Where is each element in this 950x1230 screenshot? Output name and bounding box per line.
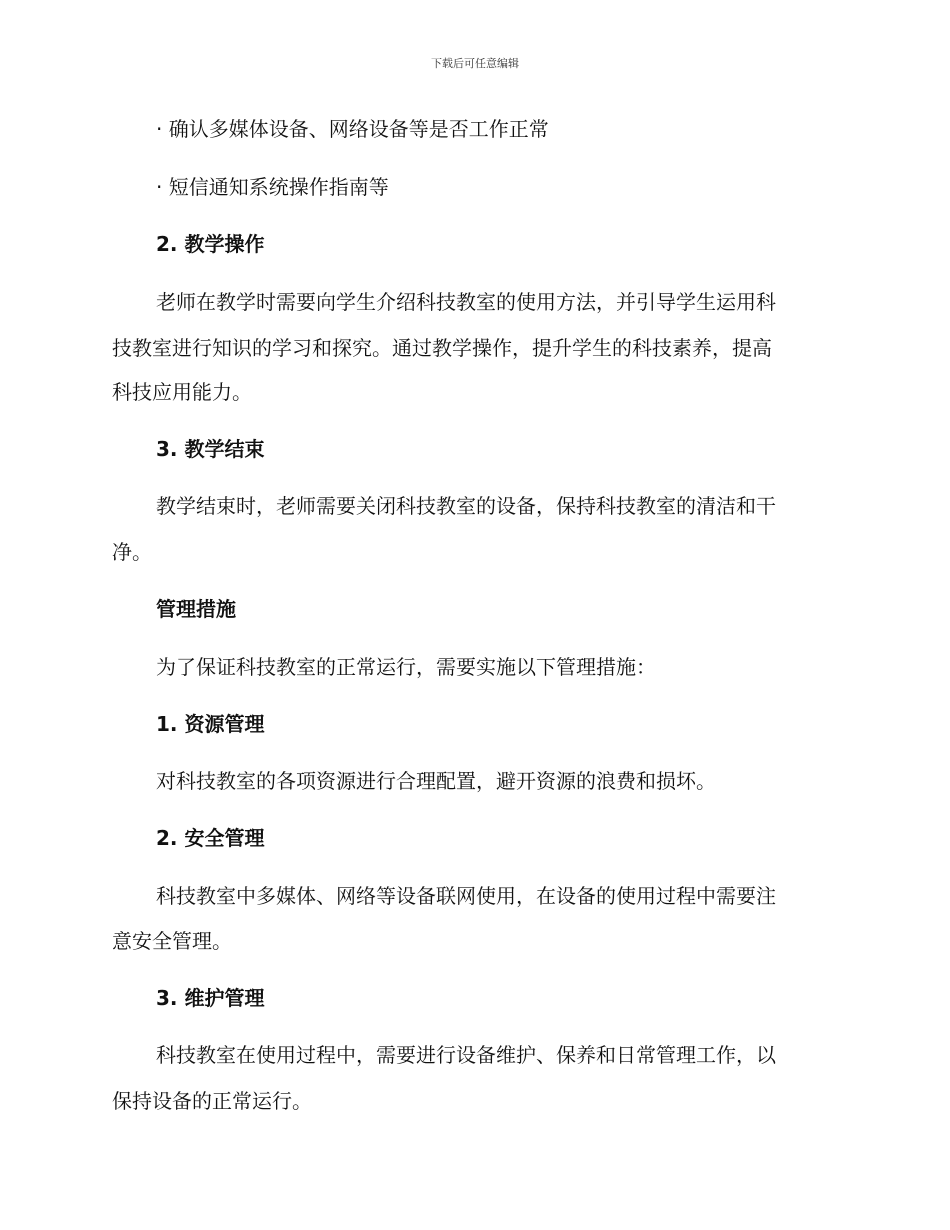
section-heading: 3. 维护管理 xyxy=(156,986,265,1010)
section-heading: 1. 资源管理 xyxy=(156,712,265,736)
paragraph-line: 技教室进行知识的学习和探究。通过教学操作，提升学生的科技素养，提高 xyxy=(112,336,772,360)
paragraph-line: 意安全管理。 xyxy=(112,929,232,953)
paragraph-line: 科技教室在使用过程中，需要进行设备维护、保养和日常管理工作，以 xyxy=(156,1043,776,1067)
paragraph-line: 科技应用能力。 xyxy=(112,380,252,404)
paragraph-line: 净。 xyxy=(112,540,152,564)
section-heading: 管理措施 xyxy=(156,597,236,621)
page-header: 下载后可任意编辑 xyxy=(431,57,519,70)
section-heading: 3. 教学结束 xyxy=(156,437,265,461)
section-heading: 2. 教学操作 xyxy=(156,232,265,256)
section-heading: 2. 安全管理 xyxy=(156,826,265,850)
paragraph-line: 为了保证科技教室的正常运行，需要实施以下管理措施： xyxy=(156,655,656,679)
paragraph-line: 保持设备的正常运行。 xyxy=(112,1089,312,1113)
paragraph-line: 老师在教学时需要向学生介绍科技教室的使用方法，并引导学生运用科 xyxy=(156,290,776,314)
paragraph-line: 对科技教室的各项资源进行合理配置，避开资源的浪费和损坏。 xyxy=(156,769,716,793)
bullet-item: · 短信通知系统操作指南等 xyxy=(156,175,389,199)
paragraph-line: 教学结束时，老师需要关闭科技教室的设备，保持科技教室的清洁和干 xyxy=(156,494,776,518)
bullet-item: · 确认多媒体设备、网络设备等是否工作正常 xyxy=(156,117,549,141)
paragraph-line: 科技教室中多媒体、网络等设备联网使用，在设备的使用过程中需要注 xyxy=(156,884,776,908)
